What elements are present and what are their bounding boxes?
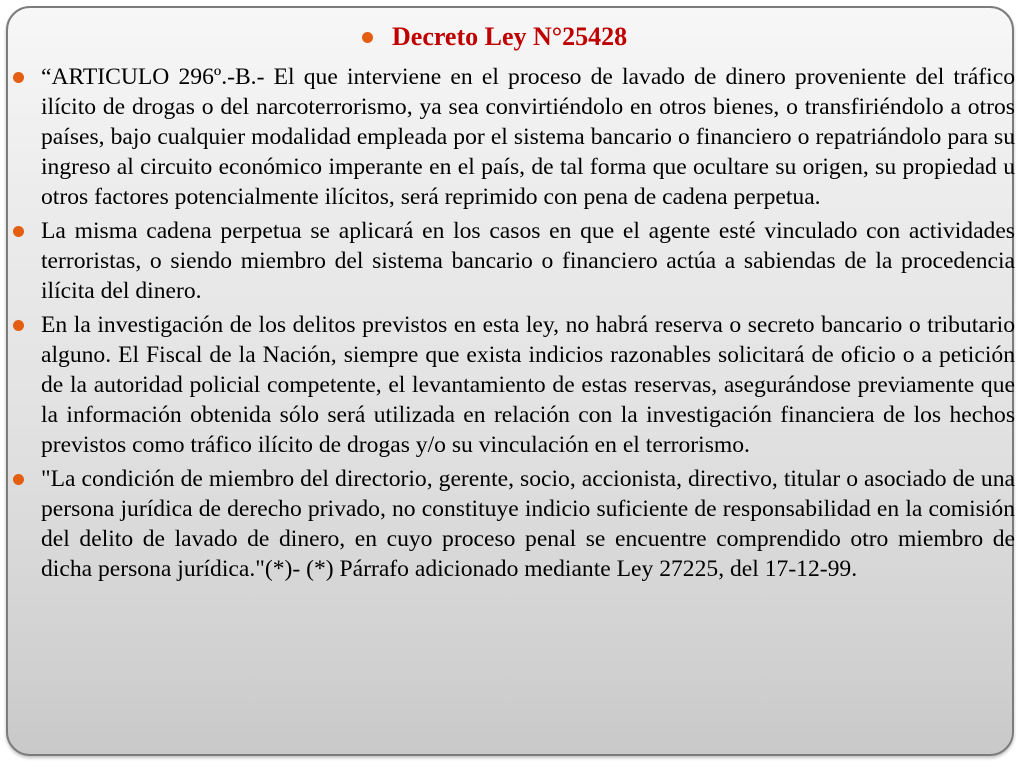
paragraph-text: La misma cadena perpetua se aplicará en los casos en que el agente esté vinculado con actividades terroristas, o siendo miembro del sistema bancario o financiero actúa a sabiendas de la procedencia ilícita del dinero. (41, 218, 1015, 304)
paragraph-text: “ARTICULO 296º.-B.- El que interviene en el proceso de lavado de dinero proveniente del tráfico ilícito de drogas o del narcoterrorismo, ya sea convirtiéndolo en otros bienes, o transfiriéndolo a otros países, bajo cualquier modalidad empleada por el sistema bancario o financiero o repatriándolo para su ingreso al circuito económico imperante en el país, de tal forma que ocultare su origen, su propiedad u otros factores potencialmente ilícitos, será reprimido con pena de cadena perpetua. (41, 64, 1015, 210)
paragraph-condicion-miembro (12, 464, 1015, 584)
paragraph-article-296b (12, 62, 1015, 212)
title-row (362, 22, 627, 52)
slide-title: Decreto Ley N°25428 (392, 22, 628, 51)
bullet-icon (13, 72, 24, 83)
body-text (12, 62, 1015, 588)
paragraph-text: "La condición de miembro del directorio, gerente, socio, accionista, directivo, titular o asociado de una persona jurídica de derecho privado, no constituye indicio suficiente de responsabilidad en la comisión del delito de lavado de dinero, en cuyo proceso penal se encuentre comprendido otro miembro de dicha persona jurídica."(*)- (*) Párrafo adicionado mediante Ley 27225, del 17-12-99. (41, 466, 1015, 582)
bullet-icon (13, 226, 24, 237)
paragraph-text: En la investigación de los delitos previstos en esta ley, no habrá reserva o secreto bancario o tributario alguno. El Fiscal de la Nación, siempre que exista indicios razonables solicitará de oficio o a petición de la autoridad policial competente, el levantamiento de estas reservas, asegurándose previamente que la información obtenida sólo será utilizada en relación con la investigación financiera de los hechos previstos como tráfico ilícito de drogas y/o su vinculación en el terrorismo. (41, 312, 1015, 458)
bullet-icon (13, 320, 24, 331)
bullet-icon (13, 474, 24, 485)
paragraph-investigacion (12, 310, 1015, 460)
paragraph-cadena-perpetua (12, 216, 1015, 306)
bullet-icon (362, 32, 373, 43)
